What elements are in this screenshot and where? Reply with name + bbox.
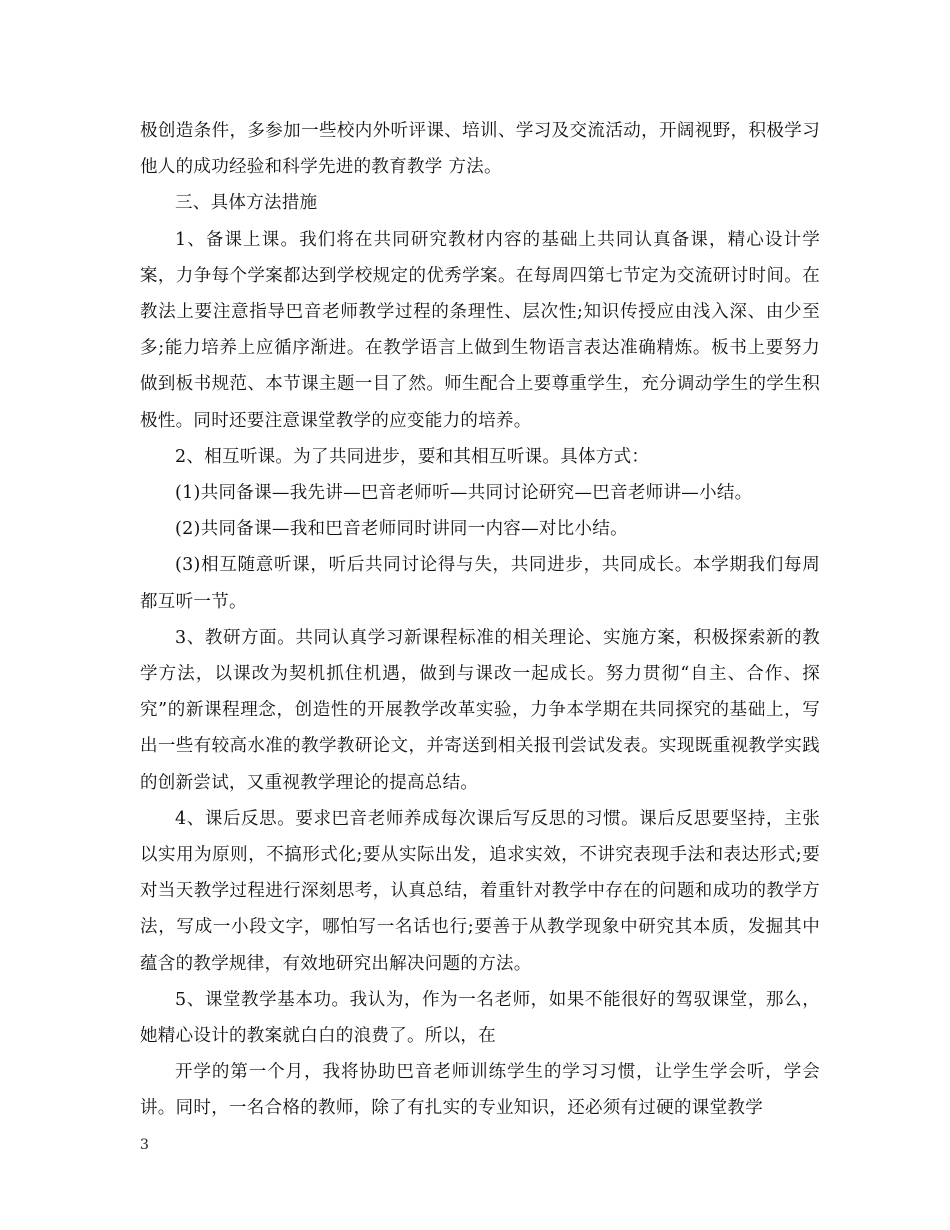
paragraph-basic-skills: 5、课堂教学基本功。我认为，作为一名老师，如果不能很好的驾驭课堂，那么，她精心设计的教案就白白的浪费了。所以，在 (140, 989, 820, 1047)
section-heading: 三、具体方法措施 (175, 193, 318, 214)
list-item-method-1: (1)共同备课—我先讲—巴音老师听—共同讨论研究—巴音老师讲—小结。 (175, 483, 753, 504)
list-item-method-2: (2)共同备课—我和巴音老师同时讲同一内容—对比小结。 (175, 519, 628, 540)
paragraph-teaching-research: 3、教研方面。共同认真学习新课程标准的相关理论、实施方案，积极探索新的教学方法，以课改为契机抓住机遇，做到与课改一起成长。努力贯彻“自主、合作、探究”的新课程理念，创造性的开展教学改革实验，力争本学期在共同探究的基础上，写出一些有较高水准的教学教研论文，并寄送到相关报刊尝试发表。实现既重视教学实践的创新尝试，又重视教学理论的提高总结。 (140, 627, 820, 793)
document-body (140, 113, 820, 1127)
paragraph-first-month: 开学的第一个月，我将协助巴音老师训练学生的学习习惯，让学生学会听，学会讲。同时，一名合格的教师，除了有扎实的专业知识，还必须有过硬的课堂教学 (140, 1062, 820, 1119)
paragraph-lesson-prep: 1、备课上课。我们将在共同研究教材内容的基础上共同认真备课，精心设计学案，力争每个学案都达到学校规定的优秀学案。在每周四第七节定为交流研讨时间。在教法上要注意指导巴音老师教学过程的条理性、层次性;知识传授应由浅入深、由少至多;能力培养上应循序渐进。在教学语言上做到生物语言表达准确精炼。板书上要努力做到板书规范、本节课主题一目了然。师生配合上要尊重学生，充分调动学生的学生积极性。同时还要注意课堂教学的应变能力的培养。 (140, 229, 820, 431)
paragraph-continuation: 极创造条件，多参加一些校内外听评课、培训、学习及交流活动，开阔视野，积极学习他人的成功经验和科学先进的教育教学 方法。 (140, 121, 820, 178)
paragraph-mutual-observation: 2、相互听课。为了共同进步，要和其相互听课。具体方式： (175, 446, 650, 467)
page-number: 3 (140, 1137, 149, 1153)
paragraph-reflection: 4、课后反思。要求巴音老师养成每次课后写反思的习惯。课后反思要坚持，主张以实用为原则，不搞形式化;要从实际出发，追求实效，不讲究表现手法和表达形式;要对当天教学过程进行深刻思考，认真总结，着重针对教学中存在的问题和成功的教学方法，写成一小段文字，哪怕写一名话也行;要善于从教学现象中研究其本质，发掘其中蕴含的教学规律，有效地研究出解决问题的方法。 (140, 808, 820, 974)
list-item-method-3: (3)相互随意听课，听后共同讨论得与失，共同进步，共同成长。本学期我们每周都互听一节。 (140, 555, 820, 612)
